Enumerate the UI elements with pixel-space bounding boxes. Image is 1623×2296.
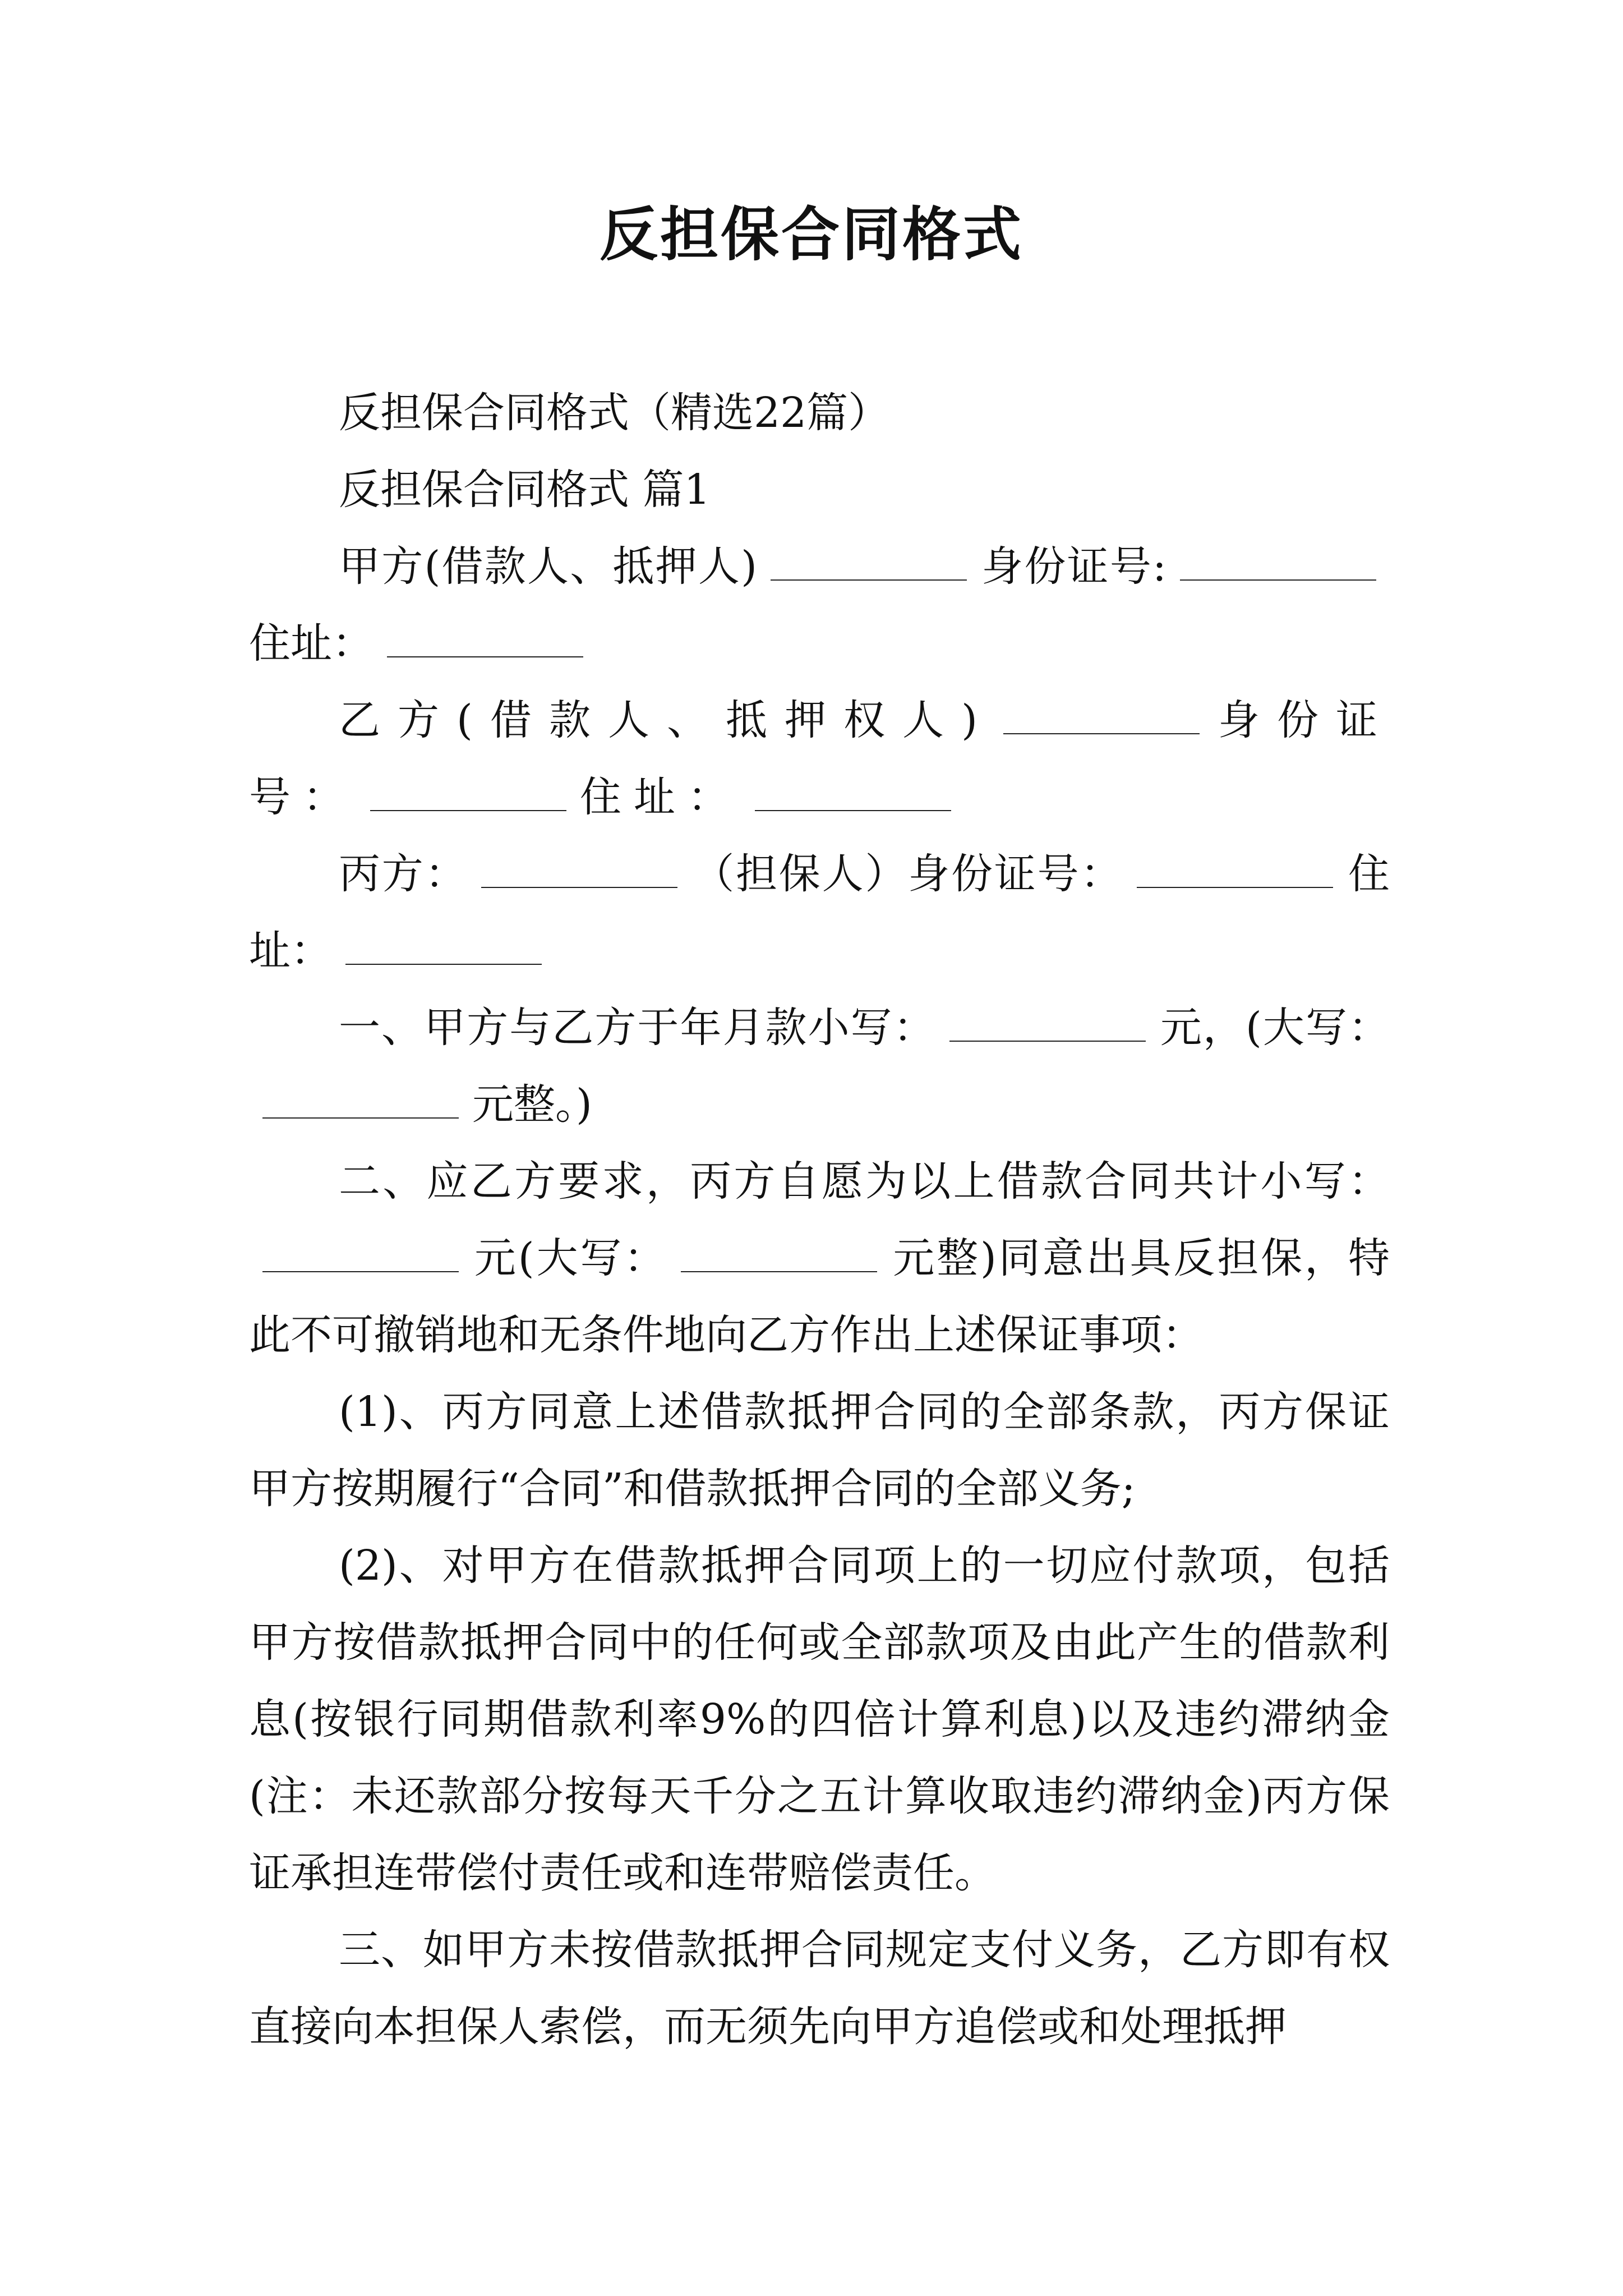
clause-2 [249,1143,1390,1374]
party-b-id-blank [370,776,566,811]
party-a-paragraph [249,528,1390,682]
clause-1-amount-blank [949,1007,1146,1042]
clause-3: 三、如甲方未按借款抵押合同规定支付义务，乙方即有权直接向本担保人索偿，而无须先向甲方追偿或和处理抵押 [249,1926,1390,2051]
clause-1-text-b: 元，(大写： [1159,1004,1390,1052]
party-b-id-label: 身份证号： [249,696,1390,821]
party-b-address-label: 住址： [580,773,741,821]
party-a-id-label: 身份证号: [980,542,1166,591]
section-heading: 反担保合同格式 篇1 [339,466,711,514]
party-c-role: （担保人）身份证号： [691,850,1124,898]
party-b-name-blank [1003,700,1200,734]
subtitle: 反担保合同格式（精选22篇） [339,389,890,437]
party-a-address-label: 住址： [249,619,374,668]
clause-2-text-c: 元整)同意出具反担保，特此不可撤销地和无条件地向乙方作出上述保证事项： [249,1234,1390,1359]
item-2: (2)、对甲方在借款抵押合同项上的一切应付款项，包括甲方按借款抵押合同中的任何或全部款项及由此产生的借款利息(按银行同期借款利率9%的四倍计算利息)以及违约滞纳金(注：未还款部分按每天千分之五计算收取违约滞纳金)丙方保证承担连带偿付责任或和连带赔偿责任。 [249,1542,1390,1897]
clause-2-capital-blank [681,1237,877,1272]
clause-1-capital-blank [262,1084,459,1119]
party-a-label: 甲方(借款人、抵押人) [339,542,757,591]
item-1: (1)、丙方同意上述借款抵押合同的全部条款，丙方保证甲方按期履行“合同”和借款抵押合同的全部义务; [249,1388,1390,1513]
party-b-address-blank [755,776,951,811]
clause-1 [249,990,1390,1143]
party-a-address-blank [387,623,583,657]
party-c-id-blank [1137,853,1333,888]
party-c-label: 丙方： [339,850,468,898]
document-title: 反担保合同格式 [599,200,1023,269]
party-a-id-blank [1180,546,1376,581]
clause-2-text-b: 元(大写： [472,1234,668,1282]
clause-2-text-a: 二、应乙方要求，丙方自愿为以上借款合同共计小写： [339,1157,1390,1205]
party-a-name-blank [771,546,967,581]
party-b-paragraph [249,682,1390,836]
clause-2-amount-blank [262,1237,459,1272]
party-c-paragraph [249,836,1390,990]
party-c-address-blank [345,930,542,965]
clause-1-text-a: 一、甲方与乙方于年月款小写： [339,1004,936,1052]
clause-1-text-c: 元整。) [472,1080,592,1129]
document-body [249,375,1390,2065]
party-b-label: 乙方(借款人、抵押权人) [339,696,990,744]
party-c-name-blank [481,853,677,888]
party-c-address-label: 住址： [249,850,1390,975]
